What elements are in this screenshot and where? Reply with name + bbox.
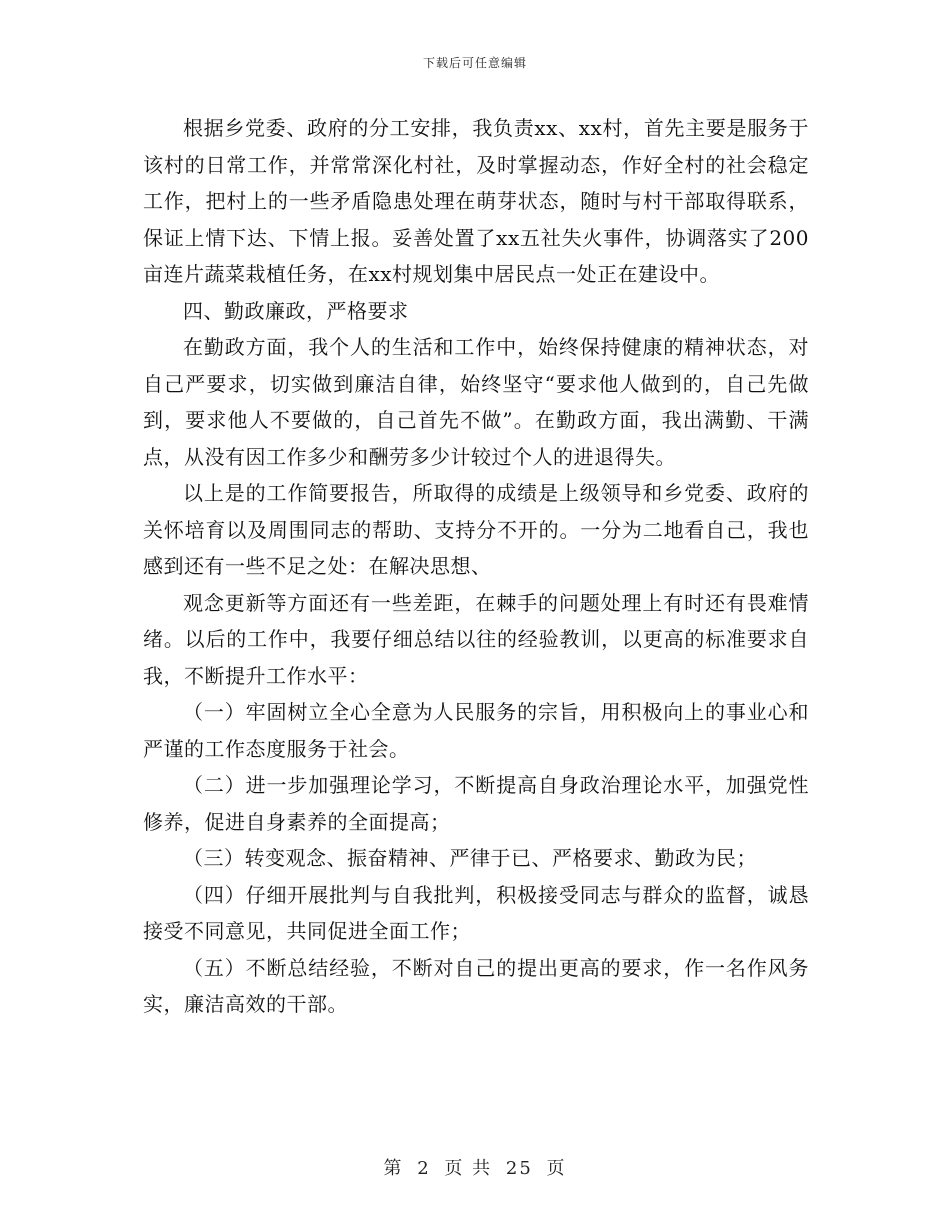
paragraph-diligence: 在勤政方面，我个人的生活和工作中，始终保持健康的精神状态，对自己严要求，切实做到廉洁自律，始终坚守“要求他人做到的，自己先做到，要求他人不要做的，自己首先不做”。在勤政方面，我出满勤、干满点，从没有因工作多少和酬劳多少计较过个人的进退得失。 (143, 335, 809, 469)
footer-prefix: 第 (383, 1158, 404, 1179)
footer-total-pages: 25 (505, 1158, 533, 1179)
page-header: 下载后可任意编辑 (422, 56, 527, 70)
page-footer (0, 1154, 950, 1180)
document-body (143, 110, 809, 1023)
list-item-4: （四）仔细开展批判与自我批判，积极接受同志与群众的监督，诚恳接受不同意见，共同促进全面工作； (143, 882, 809, 943)
footer-middle: 页 共 (444, 1158, 493, 1179)
list-item-5: （五）不断总结经验，不断对自己的提出更高的要求，作一名作风务实，廉洁高效的干部。 (143, 955, 809, 1016)
footer-page-number: 2 (417, 1158, 431, 1179)
list-item-3: （三）转变观念、振奋精神、严律于已、严格要求、勤政为民； (183, 846, 757, 870)
paragraph-shortcomings: 观念更新等方面还有一些差距，在棘手的问题处理上有时还有畏难情绪。以后的工作中，我要仔细总结以往的经验教训，以更高的标准要求自我，不断提升工作水平： (143, 590, 809, 688)
list-item-1: （一）牢固树立全心全意为人民服务的宗旨，用积极向上的事业心和严谨的工作态度服务于社会。 (143, 700, 809, 761)
section-heading-diligence: 四、勤政廉政，严格要求 (183, 298, 409, 323)
list-item-2: （二）进一步加强理论学习，不断提高自身政治理论水平，加强党性修养，促进自身素养的全面提高； (143, 773, 809, 834)
paragraph-village-work: 根据乡党委、政府的分工安排，我负责xx、xx村，首先主要是服务于该村的日常工作，并常常深化村社，及时掌握动态，作好全村的社会稳定工作，把村上的一些矛盾隐患处理在萌芽状态，随时与村干部取得联系，保证上情下达、下情上报。妥善处置了xx五社失火事件，协调落实了200亩连片蔬菜栽植任务，在xx村规划集中居民点一处正在建设中。 (143, 116, 809, 286)
paragraph-summary: 以上是的工作简要报告，所取得的成绩是上级领导和乡党委、政府的关怀培育以及周围同志的帮助、支持分不开的。一分为二地看自己，我也感到还有一些不足之处：在解决思想、 (143, 481, 809, 578)
footer-suffix: 页 (546, 1158, 567, 1179)
